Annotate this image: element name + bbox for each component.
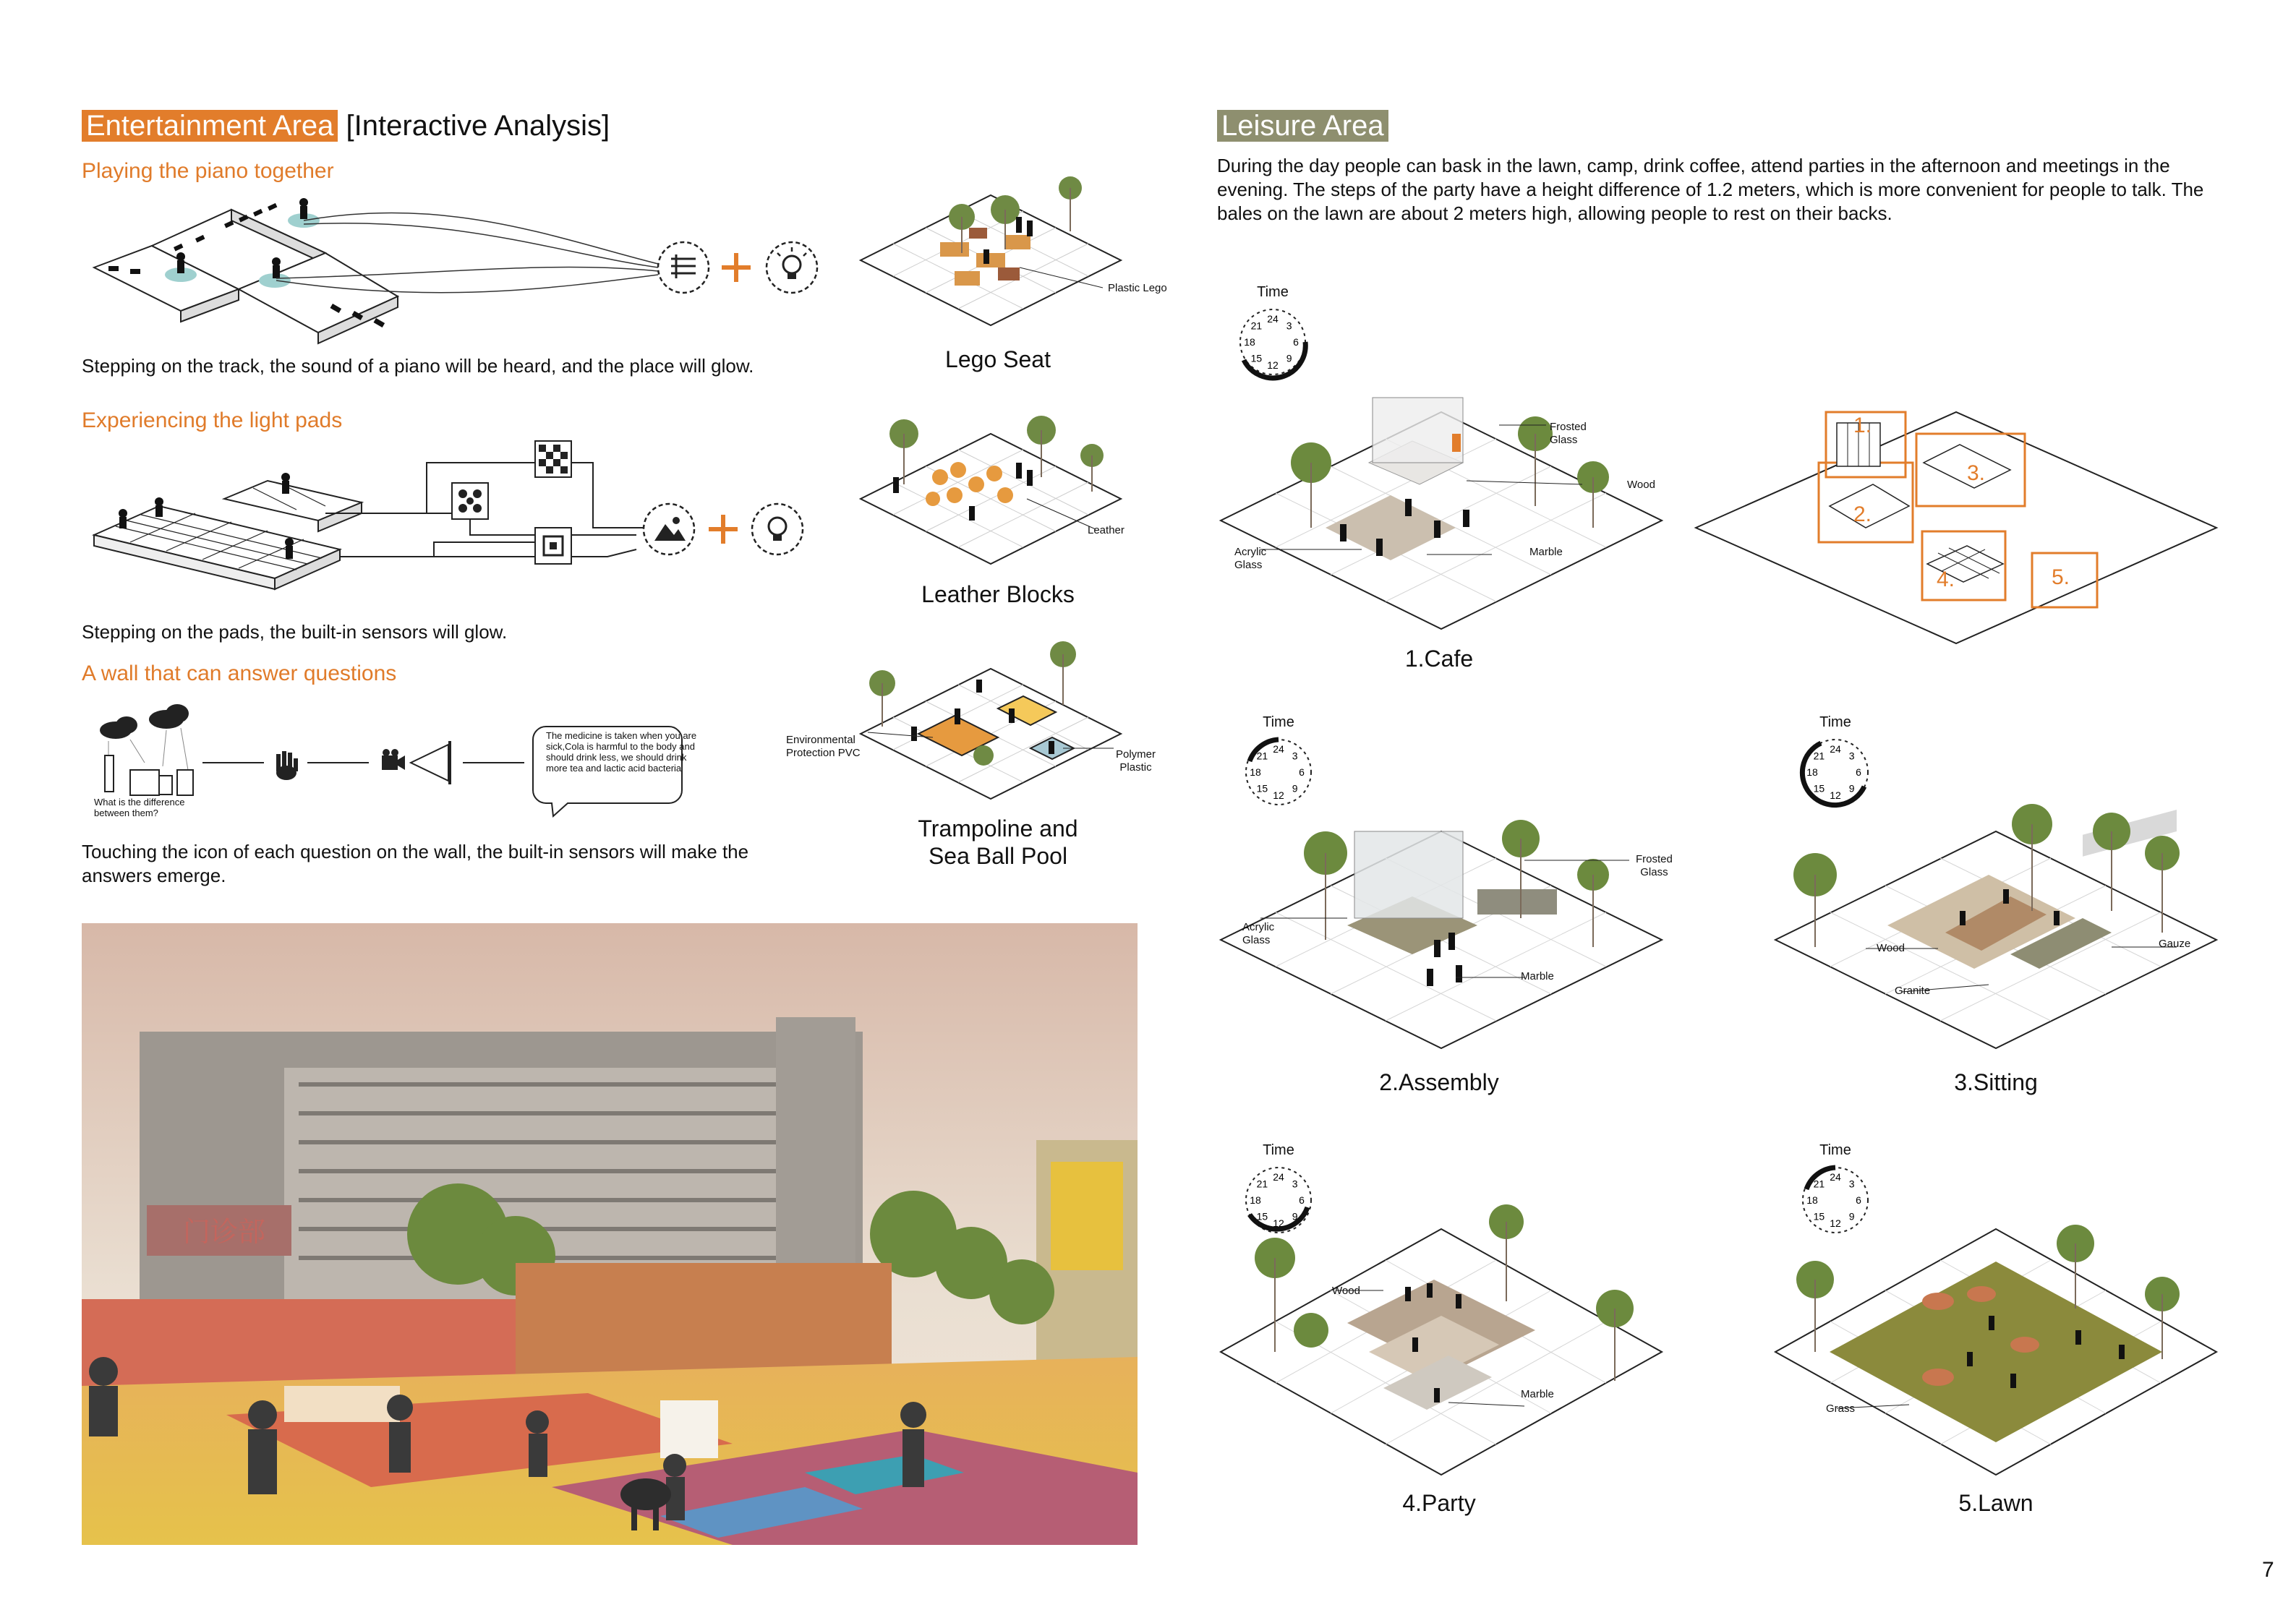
cafe-diagram [1217, 383, 1680, 636]
party-marble-label: Marble [1521, 1388, 1554, 1400]
leisure-title [1217, 108, 1388, 143]
clock-number: 6 [1856, 1194, 1861, 1206]
lego-seat-illustration [853, 166, 1186, 347]
page-number: 7 [2262, 1558, 2274, 1582]
clock-number: 3 [1848, 1178, 1855, 1190]
pvc-material-label: Environmental Protection PVC [786, 734, 861, 759]
plastic-material-label: Polymer Plastic [1116, 748, 1156, 774]
piano-caption: Stepping on the track, the sound of a piano will be heard, and the place will glow. [82, 355, 754, 377]
plaza-rendering [82, 923, 1138, 1545]
party-diagram [1217, 1215, 1680, 1496]
clock-number: 3 [1292, 750, 1298, 762]
time-label: Time [1257, 284, 1289, 300]
lawn-grass-label: Grass [1826, 1403, 1856, 1415]
assembly-diagram [1217, 802, 1680, 1070]
clock-number: 6 [1299, 1194, 1305, 1206]
assembly-frosted-glass-label: Frosted Glass [1636, 853, 1673, 878]
wall-question-label: What is the difference between them? [94, 797, 185, 818]
clock-number: 15 [1813, 782, 1825, 795]
clock-number: 3 [1848, 750, 1855, 762]
clock-number: 9 [1286, 352, 1292, 364]
leather-blocks-illustration [853, 405, 1186, 586]
leisure-description: During the day people can bask in the lawn, camp, drink coffee, attend parties in the afternoon and meetings in the evening. The steps of the party have a height difference of 1.2 meters, which is more convenient for people to talk. The bales on the lawn are about 2 meters high, allowing people to rest on their backs. [1217, 155, 2204, 224]
clock-number: 18 [1244, 336, 1255, 348]
light-pads-diagram [87, 434, 824, 607]
clock-number: 3 [1292, 1178, 1298, 1190]
trampoline-caption: Trampoline and Sea Ball Pool [918, 815, 1078, 869]
key-plan-number-5: 5. [2052, 565, 2070, 589]
clock-number: 15 [1256, 782, 1268, 795]
lego-seat-caption: Lego Seat [945, 346, 1051, 372]
party-caption: 4.Party [1402, 1490, 1476, 1516]
assembly-marble-label: Marble [1521, 970, 1554, 982]
leather-material-label: Leather [1088, 524, 1124, 536]
piano-track-diagram [87, 195, 824, 354]
wall-subtitle: A wall that can answer questions [82, 661, 397, 685]
time-label: Time [1819, 714, 1851, 730]
wall-bubble-text: The medicine is taken when you are sick,Cola is harmful to the body and should drink less, we should drink more tea and lactic acid bacteria [546, 730, 697, 774]
clock-number: 9 [1848, 1210, 1855, 1222]
lego-material-label: Plastic Lego [1108, 282, 1167, 294]
sitting-wood-label: Wood [1877, 942, 1905, 954]
clock-number: 24 [1267, 313, 1279, 325]
clock-number: 9 [1848, 782, 1855, 795]
clock-face-icon [1229, 299, 1316, 385]
clock-number: 24 [1830, 1171, 1841, 1183]
clock-number: 12 [1273, 1217, 1284, 1229]
cafe-frosted-glass-label: Frosted Glass [1550, 421, 1587, 446]
lawn-caption: 5.Lawn [1958, 1490, 2033, 1516]
clock-number: 21 [1250, 320, 1263, 332]
hospital-sign: 门诊部 [183, 1216, 266, 1248]
assembly-caption: 2.Assembly [1379, 1069, 1499, 1095]
lawn-diagram [1772, 1215, 2235, 1496]
clock-number: 18 [1806, 766, 1818, 778]
clock-number: 9 [1292, 1210, 1298, 1222]
key-plan-number-4: 4. [1937, 568, 1955, 591]
wall-caption: Touching the icon of each question on the wall, the built-in sensors will make the answers emerge. [82, 841, 749, 886]
entertainment-title-suffix: [Interactive Analysis] [346, 110, 610, 142]
clock-number: 21 [1256, 750, 1268, 762]
clock-number: 21 [1813, 1178, 1825, 1190]
clock-number: 9 [1292, 782, 1298, 795]
time-clock [1229, 286, 1316, 389]
key-plan [1692, 405, 2227, 651]
cafe-wood-label: Wood [1627, 479, 1655, 491]
clock-number: 12 [1273, 789, 1284, 801]
party-wood-label: Wood [1332, 1285, 1360, 1297]
clock-number: 24 [1273, 1171, 1284, 1183]
piano-subtitle: Playing the piano together [82, 159, 334, 183]
cafe-acrylic-label: Acrylic Glass [1234, 546, 1267, 571]
clock-number: 15 [1813, 1210, 1825, 1222]
clock-number: 24 [1273, 743, 1284, 755]
entertainment-title-highlight: Entertainment Area [82, 110, 338, 142]
clock-number: 15 [1256, 1210, 1268, 1222]
clock-number: 12 [1830, 789, 1841, 801]
clock-number: 12 [1267, 359, 1279, 371]
clock-number: 21 [1813, 750, 1825, 762]
clock-number: 6 [1299, 766, 1305, 778]
time-label: Time [1819, 1142, 1851, 1158]
cafe-marble-label: Marble [1529, 546, 1563, 558]
lightpads-caption: Stepping on the pads, the built-in sensors will glow. [82, 621, 508, 643]
trampoline-illustration [853, 640, 1186, 821]
assembly-acrylic-label: Acrylic Glass [1242, 921, 1275, 946]
clock-number: 18 [1250, 766, 1261, 778]
key-plan-number-1: 1. [1853, 414, 1872, 437]
leather-blocks-caption: Leather Blocks [921, 581, 1075, 607]
clock-number: 18 [1806, 1194, 1818, 1206]
lightpads-subtitle: Experiencing the light pads [82, 408, 343, 432]
time-label: Time [1263, 1142, 1294, 1158]
clock-number: 6 [1293, 336, 1299, 348]
sitting-diagram [1772, 788, 2235, 1070]
key-plan-number-3: 3. [1967, 461, 1986, 485]
clock-number: 15 [1250, 352, 1263, 364]
clock-number: 18 [1250, 1194, 1261, 1206]
clock-number: 12 [1830, 1217, 1841, 1229]
time-label: Time [1263, 714, 1294, 730]
key-plan-number-2: 2. [1853, 502, 1872, 526]
clock-number: 3 [1286, 320, 1292, 332]
entertainment-title [82, 108, 610, 143]
sitting-gauze-label: Gauze [2159, 938, 2191, 950]
cafe-caption: 1.Cafe [1404, 646, 1474, 672]
sitting-granite-label: Granite [1895, 985, 1931, 997]
sitting-caption: 3.Sitting [1954, 1069, 2038, 1095]
clock-number: 6 [1856, 766, 1861, 778]
clock-number: 21 [1256, 1178, 1268, 1190]
leisure-title-highlight: Leisure Area [1217, 110, 1388, 142]
clock-number: 24 [1830, 743, 1841, 755]
